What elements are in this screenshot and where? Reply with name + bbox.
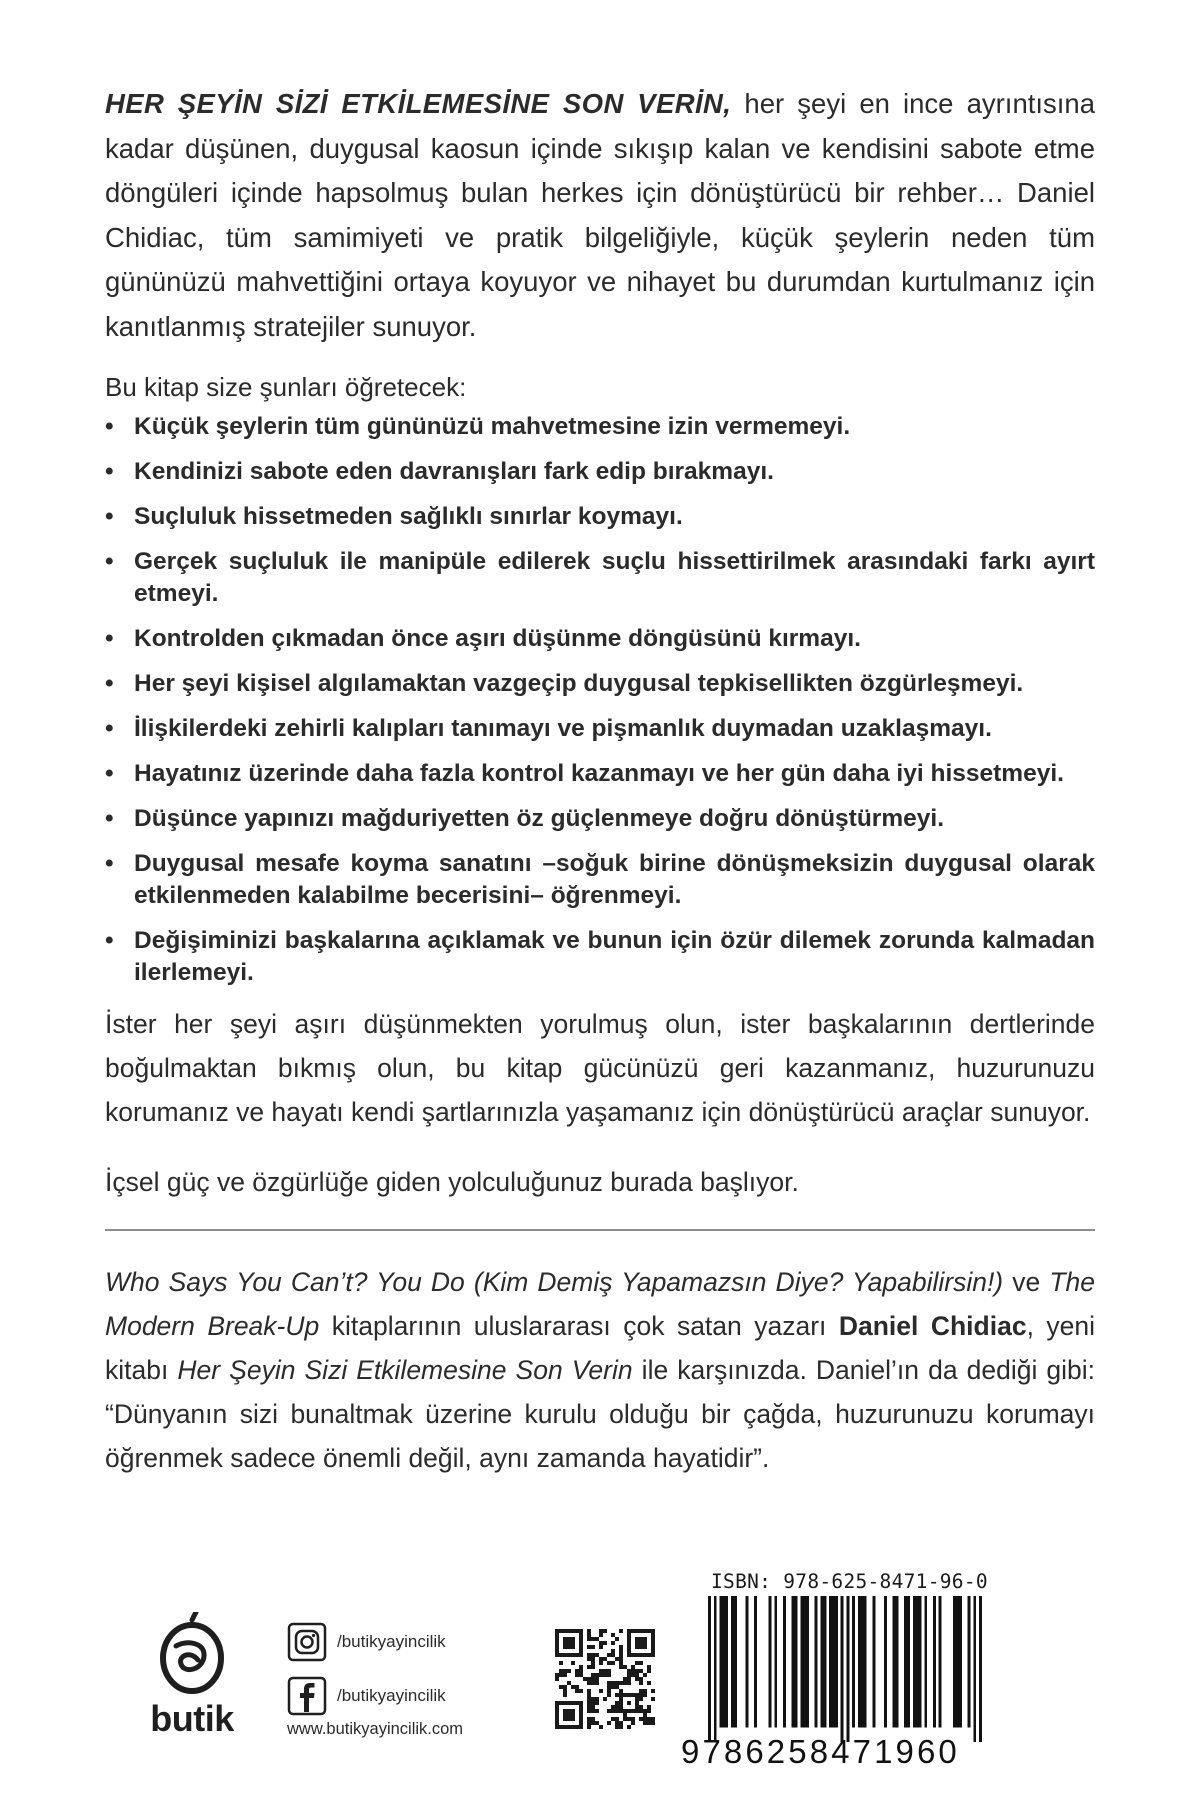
bullet-icon: • [105,715,114,742]
learn-item-text: Kendinizi sabote eden davranışları fark edip bırakmayı. [134,458,774,485]
learn-item [105,803,1095,835]
website-link[interactable]: www.butikyayincilik.com [287,1720,464,1738]
logo-text: butik [150,1698,234,1739]
instagram-link[interactable] [287,1620,537,1664]
learn-item [105,758,1095,790]
book-title-3: Her Şeyin Sizi Etkilemesine Son Verin [177,1355,633,1385]
closing-line: İçsel güç ve özgürlüğe giden yolculuğunuz burada başlıyor. [105,1167,799,1197]
main-content [105,82,1095,1480]
publisher-logo [132,1612,252,1752]
intro-text: her şeyi en ince ayrıntısına kadar düşünen, duygusal kaosun içinde sıkışıp kalan ve kendisini sabote etme döngüleri içinde hapsolmuş bulan herkes için dönüştürücü bir rehber… Daniel Chidiac, tüm samimiyeti ve pratik bilgeliğiyle, küçük şeylerin neden tüm gününüzü mahvettiğini ortaya koyuyor ve nihayet bu durumdan kurtulmanız için kanıtlanmış stratejiler sunuyor. [105,88,1095,342]
learn-title: Bu kitap size şunları öğretecek: [105,372,467,402]
summary-paragraph: İster her şeyi aşırı düşünmekten yorulmuş olun, ister başkalarının dertlerinde boğulmaktan bıkmış olun, bu kitap gücünüzü geri kazanmanız, huzurunuzu korumanız ve hayatı kendi şartlarınızla yaşamanız için dönüştürücü araçlar sunuyor. [105,1009,1095,1127]
learn-item [105,848,1095,912]
learn-item-text: Duygusal mesafe koyma sanatını –soğuk birine dönüşmeksizin duygusal olarak etkilenmeden kalabilme becerisini– öğrenmeyi. [134,850,1095,909]
author-text-1: ve [1003,1267,1050,1297]
learn-item-text: Kontrolden çıkmadan önce aşırı düşünme döngüsünü kırmayı. [134,625,861,652]
learn-list [105,411,1095,989]
learn-item-text: Her şeyi kişisel algılamaktan vazgeçip duygusal tepkisellikten özgürleşmeyi. [134,670,1024,697]
bullet-icon: • [105,413,114,440]
learn-item [105,546,1095,610]
learn-item-text: Hayatınız üzerinde daha fazla kontrol kazanmayı ve her gün daha iyi hissetmeyi. [134,760,1064,787]
book-title-1: Who Says You Can’t? You Do (Kim Demiş Yapamazsın Diye? Yapabilirsin!) [105,1267,1004,1297]
facebook-handle: /butikyayincilik [337,1686,446,1705]
learn-item [105,668,1095,700]
book-title-2: The Modern Break-Up [105,1267,1095,1341]
isbn-label: ISBN: 978-625-8471-96-0 [711,1570,988,1593]
bullet-icon: • [105,503,114,530]
learn-item [105,623,1095,655]
butik-logo-icon [132,1612,252,1702]
learn-item [105,501,1095,533]
author-paragraph [105,1260,1095,1480]
facebook-link[interactable] [287,1674,537,1718]
barcode-digits: 9786258471960 [681,1733,960,1770]
learn-item-text: İlişkilerdeki zehirli kalıpları tanımayı ve pişmanlık duymadan uzaklaşmayı. [134,715,992,742]
bullet-icon: • [105,548,114,575]
learn-item [105,925,1095,989]
learn-item [105,411,1095,443]
bullet-icon: • [105,927,114,954]
qr-code-icon[interactable] [555,1629,655,1729]
bullet-icon: • [105,670,114,697]
learn-item [105,713,1095,745]
learn-item [105,456,1095,488]
instagram-icon [287,1622,327,1662]
author-text-4: ile karşınızda. Daniel’ın da dediği gibi: “Dünyanın sizi bunaltmak üzerine kurulu olduğu bir çağda, huzurunuzu korumayı öğrenmek sadece önemli değil, aynı zamanda hayatidir”. [105,1355,1096,1473]
learn-item-text: Değişiminizi başkalarına açıklamak ve bunun için özür dilemek zorunda kalmadan ilerlemeyi. [134,927,1095,986]
social-links [287,1620,537,1728]
bullet-icon: • [105,850,114,877]
bullet-icon: • [105,625,114,652]
bullet-icon: • [105,458,114,485]
barcode-icon [708,1596,982,1742]
divider [105,1229,1095,1231]
instagram-handle: /butikyayincilik [337,1632,446,1651]
intro-paragraph [105,82,1095,349]
intro-lead: HER ŞEYİN SİZİ ETKİLEMESİNE SON VERİN, [105,88,732,119]
author-name: Daniel Chidiac [838,1311,1027,1341]
learn-item-text: Düşünce yapınızı mağduriyetten öz güçlenmeye doğru dönüştürmeyi. [134,805,944,832]
author-text-2: kitaplarının uluslararası çok satan yazarı [319,1311,839,1341]
bullet-icon: • [105,760,114,787]
learn-item-text: Suçluluk hissetmeden sağlıklı sınırlar koymayı. [134,503,683,530]
learn-item-text: Küçük şeylerin tüm gününüzü mahvetmesine izin vermemeyi. [134,413,851,440]
learn-item-text: Gerçek suçluluk ile manipüle edilerek suçlu hissettirilmek arasındaki farkı ayırt etmeyi. [134,548,1095,607]
author-text-3: , yeni kitabı [105,1311,1096,1385]
bullet-icon: • [105,805,114,832]
facebook-icon [287,1676,327,1716]
